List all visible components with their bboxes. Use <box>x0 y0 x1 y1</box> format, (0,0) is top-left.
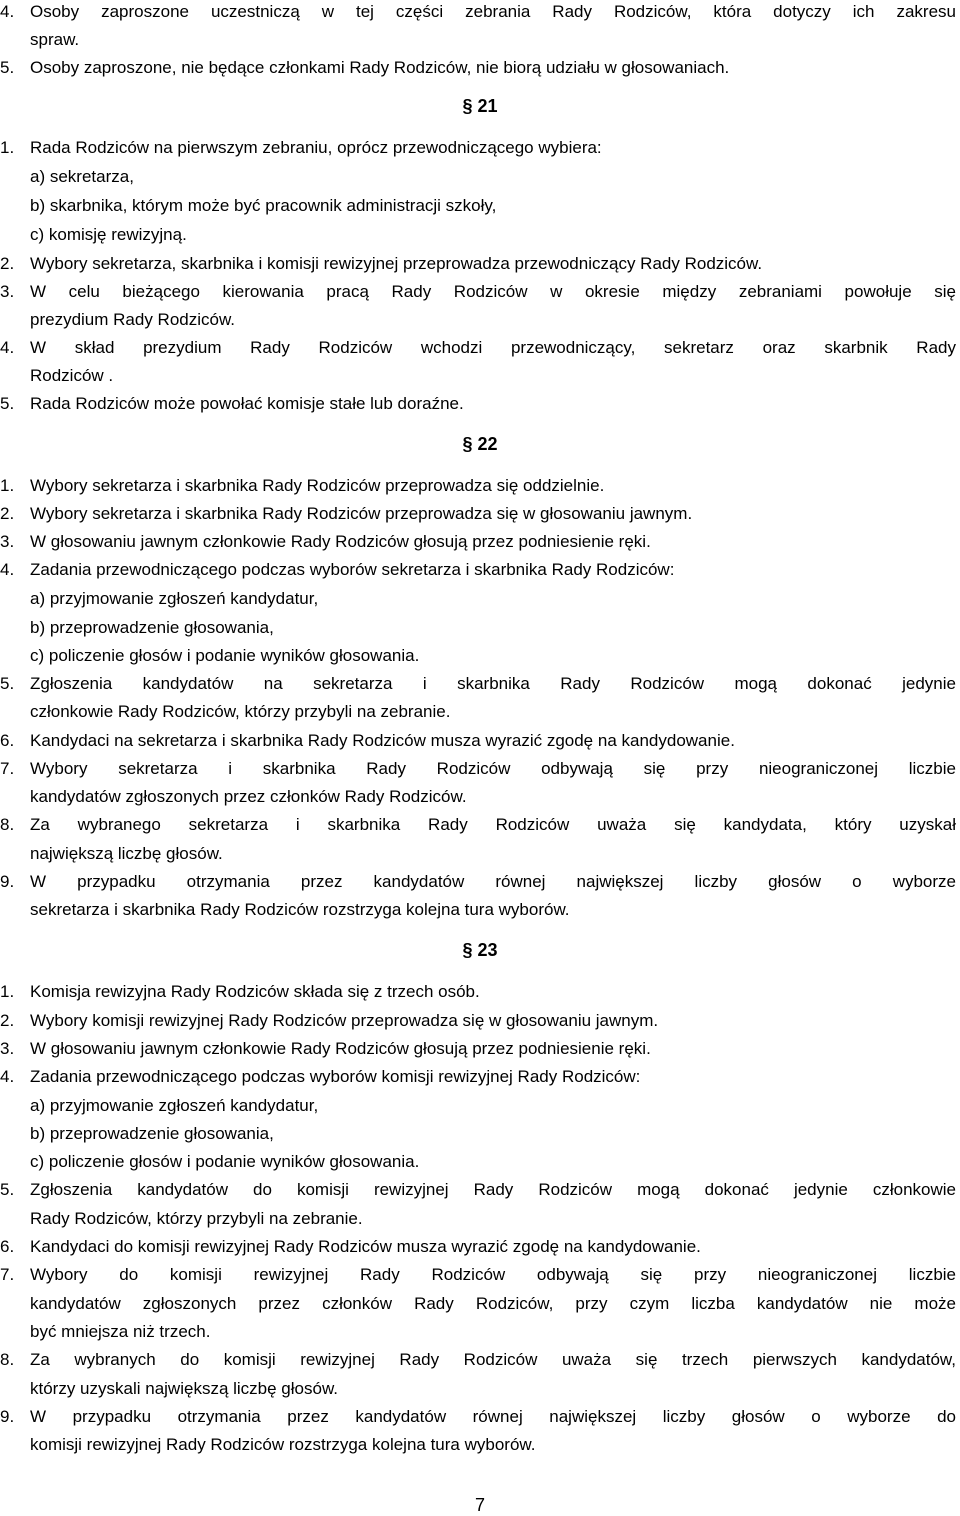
item-text: Wybory sekretarza i skarbnika Rady Rodziców przeprowadza się w głosowaniu jawnym. <box>30 504 693 523</box>
item-number: 4. <box>0 1067 15 1086</box>
sub-item-text: c) policzenie głosów i podanie wyników głosowania. <box>30 1152 420 1171</box>
item-number: 5. <box>0 58 15 77</box>
item-number: 6. <box>0 731 15 750</box>
item-text: Osoby zaproszone, nie będące członkami Rady Rodziców, nie biorą udziału w głosowaniach. <box>30 58 730 77</box>
item-number: 9. <box>0 872 15 891</box>
item-text: Za wybranych do komisji rewizyjnej Rady Rodziców uważa się trzech pierwszych kandydatów, <box>30 1350 956 1369</box>
item-number: 8. <box>0 815 15 834</box>
item-number: 2. <box>0 254 15 273</box>
section-heading: § 21 <box>462 96 498 116</box>
sub-item-text: a) przyjmowanie zgłoszeń kandydatur, <box>30 1096 319 1115</box>
item-text: Kandydaci na sekretarza i skarbnika Rady Rodziców musza wyrazić zgodę na kandydowanie. <box>30 731 735 750</box>
sub-item-text: a) przyjmowanie zgłoszeń kandydatur, <box>30 589 319 608</box>
item-text: Osoby zaproszone uczestniczą w tej części zebrania Rady Rodziców, która dotyczy ich zakresu <box>30 2 956 21</box>
item-text: Rada Rodziców może powołać komisje stałe lub doraźne. <box>30 394 464 413</box>
item-number: 2. <box>0 504 15 523</box>
item-number: 2. <box>0 1011 15 1030</box>
item-text: Kandydaci do komisji rewizyjnej Rady Rodziców musza wyrazić zgodę na kandydowanie. <box>30 1237 701 1256</box>
item-text: być mniejsza niż trzech. <box>30 1322 211 1341</box>
item-text: kandydatów zgłoszonych przez członków Rady Rodziców, przy czym liczba kandydatów nie może <box>30 1294 956 1313</box>
item-text: W głosowaniu jawnym członkowie Rady Rodziców głosują przez podniesienie ręki. <box>30 1039 651 1058</box>
item-text: Rady Rodziców, którzy przybyli na zebranie. <box>30 1209 363 1228</box>
item-number: 1. <box>0 476 15 495</box>
item-text: Rodziców . <box>30 366 114 385</box>
item-text: którzy uzyskali największą liczbę głosów. <box>30 1379 339 1398</box>
sub-item-text: b) przeprowadzenie głosowania, <box>30 618 274 637</box>
item-text: W głosowaniu jawnym członkowie Rady Rodziców głosują przez podniesienie ręki. <box>30 532 651 551</box>
item-text: Komisja rewizyjna Rady Rodziców składa się z trzech osób. <box>30 982 480 1001</box>
sub-item-text: b) przeprowadzenie głosowania, <box>30 1124 274 1143</box>
item-text: Wybory sekretarza, skarbnika i komisji rewizyjnej przeprowadza przewodniczący Rady Rodziców. <box>30 254 763 273</box>
item-number: 3. <box>0 1039 15 1058</box>
item-text: Zadania przewodniczącego podczas wyborów sekretarza i skarbnika Rady Rodziców: <box>30 560 675 579</box>
sub-item-text: c) komisję rewizyjną. <box>30 225 187 244</box>
item-number: 7. <box>0 1265 15 1284</box>
item-text: członkowie Rady Rodziców, którzy przybyli na zebranie. <box>30 702 451 721</box>
item-number: 3. <box>0 282 15 301</box>
item-number: 8. <box>0 1350 15 1369</box>
item-number: 1. <box>0 138 15 157</box>
item-text: Rada Rodziców na pierwszym zebraniu, oprócz przewodniczącego wybiera: <box>30 138 602 157</box>
item-text: W skład prezydium Rady Rodziców wchodzi przewodniczący, sekretarz oraz skarbnik Rady <box>30 338 956 357</box>
section-heading: § 22 <box>462 434 498 454</box>
item-number: 5. <box>0 394 15 413</box>
item-text: W celu bieżącego kierowania pracą Rady Rodziców w okresie między zebraniami powołuje się <box>30 282 956 301</box>
item-text: Wybory sekretarza i skarbnika Rady Rodziców odbywają się przy nieograniczonej liczbie <box>30 759 956 778</box>
sub-item-text: c) policzenie głosów i podanie wyników głosowania. <box>30 646 420 665</box>
item-text: prezydium Rady Rodziców. <box>30 310 236 329</box>
item-number: 9. <box>0 1407 15 1426</box>
item-number: 1. <box>0 982 15 1001</box>
item-number: 5. <box>0 1180 15 1199</box>
item-number: 5. <box>0 674 15 693</box>
item-text: kandydatów zgłoszonych przez członków Rady Rodziców. <box>30 787 467 806</box>
section-heading: § 23 <box>462 940 498 960</box>
item-text: największą liczbę głosów. <box>30 844 223 863</box>
item-text: W przypadku otrzymania przez kandydatów równej największej liczby głosów o wyborze do <box>30 1407 956 1426</box>
item-number: 6. <box>0 1237 15 1256</box>
page-number: 7 <box>474 1495 485 1515</box>
item-number: 4. <box>0 560 15 579</box>
item-text: Zadania przewodniczącego podczas wyborów komisji rewizyjnej Rady Rodziców: <box>30 1067 641 1086</box>
item-number: 3. <box>0 532 15 551</box>
item-text: sekretarza i skarbnika Rady Rodziców rozstrzyga kolejna tura wyborów. <box>30 900 570 919</box>
item-text: Wybory do komisji rewizyjnej Rady Rodziców odbywają się przy nieograniczonej liczbie <box>30 1265 956 1284</box>
item-text: Zgłoszenia kandydatów na sekretarza i skarbnika Rady Rodziców mogą dokonać jedynie <box>30 674 956 693</box>
item-number: 4. <box>0 2 15 21</box>
item-number: 7. <box>0 759 15 778</box>
item-text: komisji rewizyjnej Rady Rodziców rozstrzyga kolejna tura wyborów. <box>30 1435 536 1454</box>
item-text: Zgłoszenia kandydatów do komisji rewizyjnej Rady Rodziców mogą dokonać jedynie członkowie <box>30 1180 956 1199</box>
item-text: Wybory sekretarza i skarbnika Rady Rodziców przeprowadza się oddzielnie. <box>30 476 605 495</box>
item-text: Wybory komisji rewizyjnej Rady Rodziców przeprowadza się w głosowaniu jawnym. <box>30 1011 659 1030</box>
sub-item-text: a) sekretarza, <box>30 167 134 186</box>
item-text: Za wybranego sekretarza i skarbnika Rady Rodziców uważa się kandydata, który uzyskał <box>30 815 956 834</box>
item-text: W przypadku otrzymania przez kandydatów równej największej liczby głosów o wyborze <box>30 872 956 891</box>
item-text: spraw. <box>30 30 80 49</box>
sub-item-text: b) skarbnika, którym może być pracownik administracji szkoły, <box>30 196 497 215</box>
item-number: 4. <box>0 338 15 357</box>
